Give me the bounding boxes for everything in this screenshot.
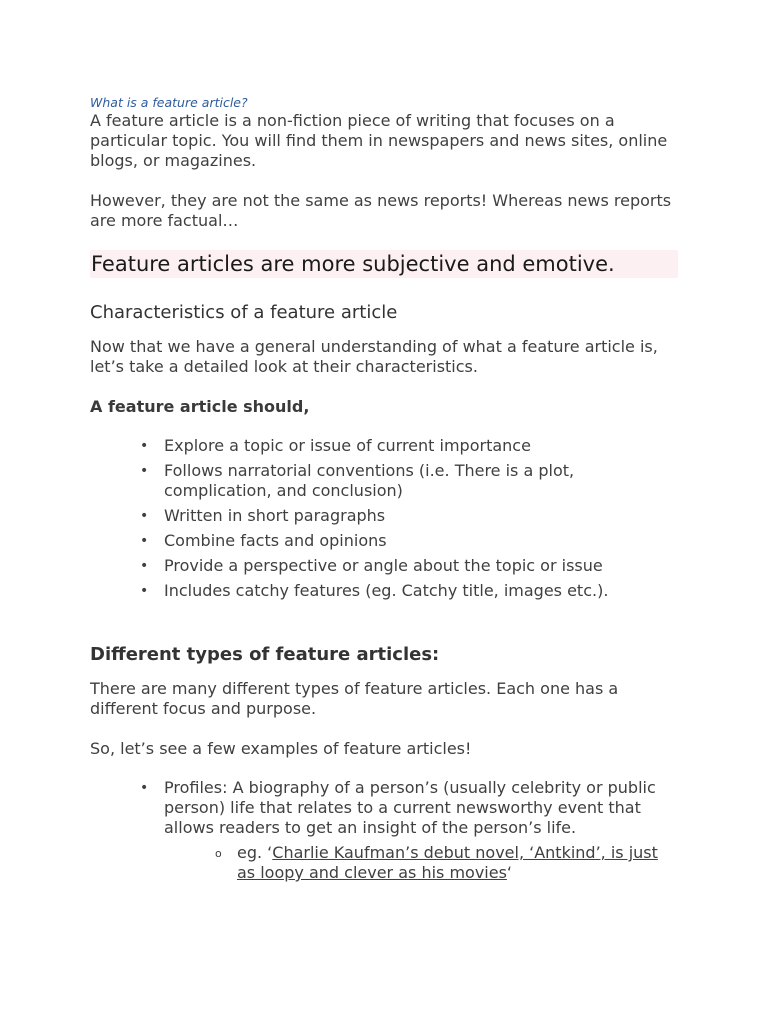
type-description: Profiles: A biography of a person’s (usually celebrity or public person) life that relates to a current newsworthy event that allows readers to get an insight of the person’s life.: [164, 778, 656, 837]
list-item: [90, 461, 680, 501]
example-sublist: [164, 843, 680, 883]
characteristics-intro: Now that we have a general understanding of what a feature article is, let’s take a detailed look at their characteristics.: [90, 337, 658, 376]
list-item-text: Explore a topic or issue of current importance: [164, 436, 531, 455]
list-item: [90, 778, 680, 883]
bullet-icon: •: [140, 558, 149, 574]
characteristics-heading: Characteristics of a feature article: [90, 302, 398, 323]
list-item: [90, 506, 680, 526]
list-item-text: Includes catchy features (eg. Catchy title, images etc.).: [164, 581, 609, 600]
examples-lead: So, let’s see a few examples of feature articles!: [90, 739, 472, 758]
characteristics-list: [90, 436, 680, 601]
list-item-text: Follows narratorial conventions (i.e. There is a plot, complication, and conclusion): [164, 461, 575, 500]
list-item: [90, 436, 680, 456]
types-heading: Different types of feature articles:: [90, 644, 440, 665]
list-item: [90, 581, 680, 601]
bullet-icon: •: [140, 780, 149, 796]
intro-paragraph: A feature article is a non-fiction piece of writing that focuses on a particular topic. You will find them in newspapers and news sites, online blogs, or magazines.: [90, 111, 668, 170]
circle-bullet-icon: o: [215, 847, 222, 860]
list-item-text: Provide a perspective or angle about the topic or issue: [164, 556, 603, 575]
example-link[interactable]: Charlie Kaufman’s debut novel, ‘Antkind’, is just as loopy and clever as his movies: [237, 843, 658, 882]
kicker-heading: What is a feature article?: [90, 95, 248, 110]
bullet-icon: •: [140, 533, 149, 549]
contrast-paragraph: However, they are not the same as news reports! Whereas news reports are more factual…: [90, 191, 672, 230]
callout-highlight: Feature articles are more subjective and emotive.: [90, 250, 678, 278]
example-item: [164, 843, 680, 883]
example-suffix: ‘: [506, 863, 513, 882]
example-prefix: eg. ‘: [237, 843, 273, 862]
bullet-icon: •: [140, 438, 149, 454]
article-body: [90, 95, 680, 883]
bullet-icon: •: [140, 463, 149, 479]
types-list: [90, 778, 680, 883]
list-item: [90, 556, 680, 576]
list-item-text: Combine facts and opinions: [164, 531, 387, 550]
should-label: A feature article should,: [90, 397, 310, 416]
list-item: [90, 531, 680, 551]
bullet-icon: •: [140, 583, 149, 599]
list-item-text: Written in short paragraphs: [164, 506, 386, 525]
bullet-icon: •: [140, 508, 149, 524]
types-intro: There are many different types of feature articles. Each one has a different focus and purpose.: [90, 679, 619, 718]
